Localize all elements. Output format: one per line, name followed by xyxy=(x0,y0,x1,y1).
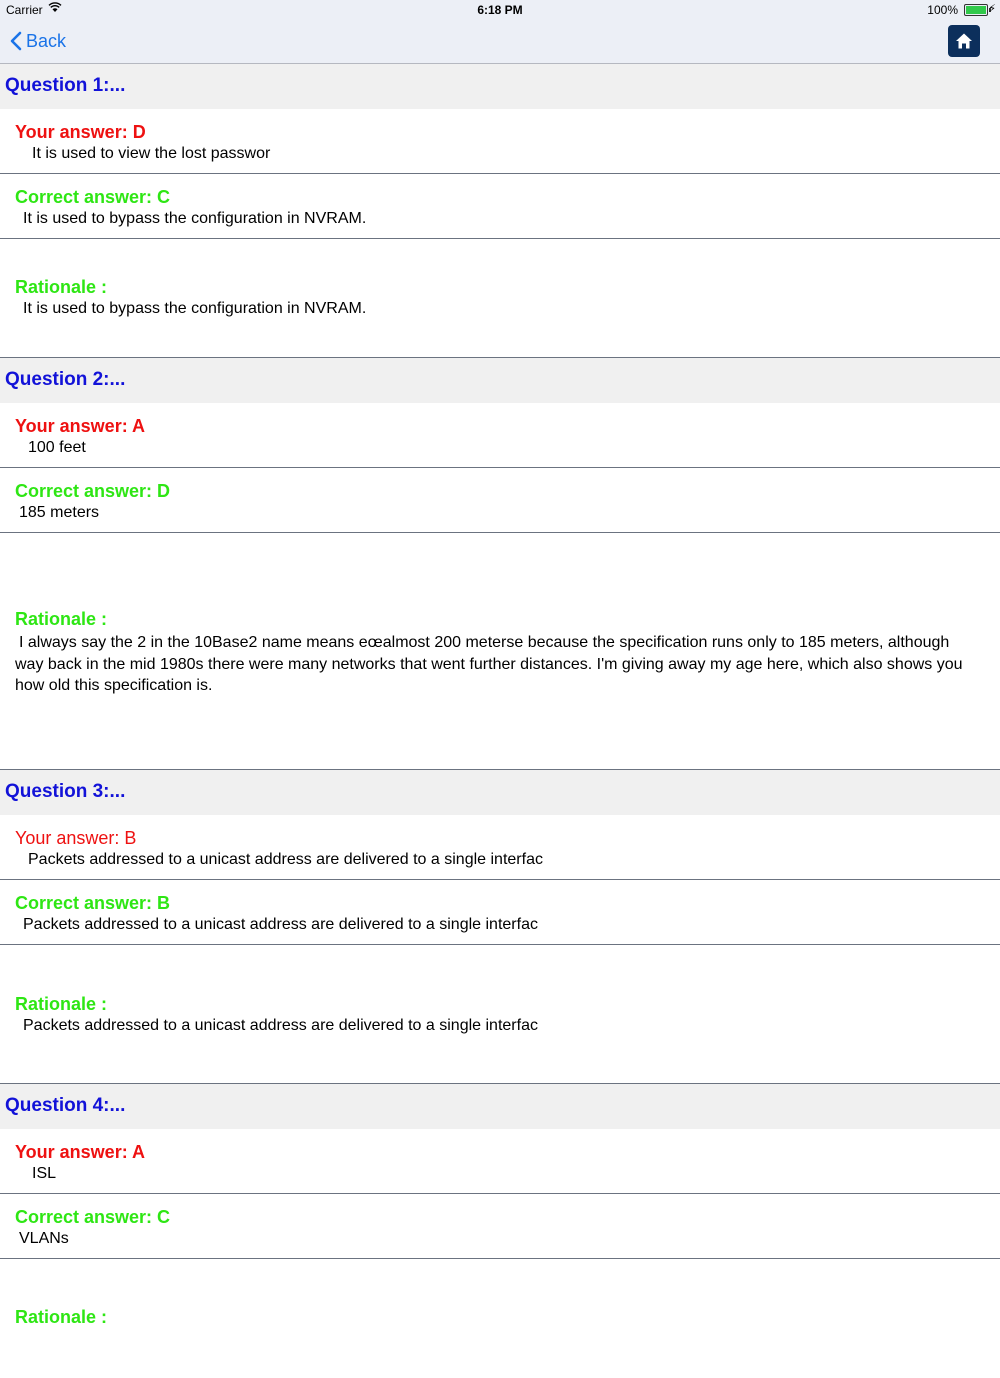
question-header: Question 1:... xyxy=(0,64,1000,109)
correct-answer-label: Correct answer: B xyxy=(15,893,171,913)
correct-answer-text: Packets addressed to a unicast address are delivered to a single interfac xyxy=(23,916,538,933)
rationale-label: Rationale : xyxy=(15,277,108,297)
carrier-label: Carrier xyxy=(6,3,43,17)
your-answer-cell xyxy=(0,109,1000,174)
chevron-left-icon xyxy=(10,31,22,51)
rationale-text: I always say the 2 in the 10Base2 name means eœalmost 200 meterse because the specification runs only to 185 meters, although way back in the mid 1980s there were many networks that went further distances. I'm giving away my age here, which also shows you how old this specification is. xyxy=(15,634,963,694)
your-answer-cell xyxy=(0,403,1000,468)
correct-answer-text: It is used to bypass the configuration in NVRAM. xyxy=(23,210,367,227)
rationale-text: Packets addressed to a unicast address are delivered to a single interfac xyxy=(23,1017,538,1034)
your-answer-text: Packets addressed to a unicast address are delivered to a single interfac xyxy=(28,851,543,868)
battery-icon xyxy=(964,4,988,16)
your-answer-text: It is used to view the lost passwor xyxy=(32,145,271,162)
results-list[interactable] xyxy=(0,64,1000,1378)
question-header: Question 2:... xyxy=(0,358,1000,403)
correct-answer-cell xyxy=(0,174,1000,239)
back-label: Back xyxy=(26,30,67,51)
your-answer-label: Your answer: B xyxy=(15,828,137,848)
correct-answer-text: 185 meters xyxy=(19,504,100,521)
rationale-cell xyxy=(0,239,1000,358)
correct-answer-cell xyxy=(0,468,1000,533)
your-answer-label: Your answer: D xyxy=(15,122,146,142)
rationale-label: Rationale : xyxy=(15,994,108,1014)
rationale-cell xyxy=(0,1259,1000,1378)
your-answer-cell xyxy=(0,1129,1000,1194)
your-answer-text: ISL xyxy=(32,1165,57,1182)
rationale-cell xyxy=(0,945,1000,1084)
correct-answer-label: Correct answer: C xyxy=(15,1207,171,1227)
back-button[interactable] xyxy=(10,29,66,53)
rationale-cell xyxy=(0,533,1000,770)
charging-icon: ⚡ xyxy=(988,3,996,15)
your-answer-label: Your answer: A xyxy=(15,1142,146,1162)
correct-answer-label: Correct answer: C xyxy=(15,187,171,207)
your-answer-cell xyxy=(0,815,1000,880)
home-button[interactable] xyxy=(948,25,980,57)
status-bar xyxy=(0,0,1000,20)
rationale-text: It is used to bypass the configuration in NVRAM. xyxy=(23,300,367,317)
battery-percentage: 100% xyxy=(927,3,958,17)
home-icon xyxy=(955,32,973,50)
question-header: Question 4:... xyxy=(0,1084,1000,1129)
question-header: Question 3:... xyxy=(0,770,1000,815)
correct-answer-cell xyxy=(0,1194,1000,1259)
navigation-bar xyxy=(0,20,1000,64)
rationale-label: Rationale : xyxy=(15,609,108,629)
correct-answer-cell xyxy=(0,880,1000,945)
your-answer-text: 100 feet xyxy=(28,439,86,456)
correct-answer-text: VLANs xyxy=(19,1230,69,1247)
clock: 6:18 PM xyxy=(477,3,523,17)
your-answer-label: Your answer: A xyxy=(15,416,146,436)
correct-answer-label: Correct answer: D xyxy=(15,481,171,501)
rationale-label: Rationale : xyxy=(15,1307,108,1327)
